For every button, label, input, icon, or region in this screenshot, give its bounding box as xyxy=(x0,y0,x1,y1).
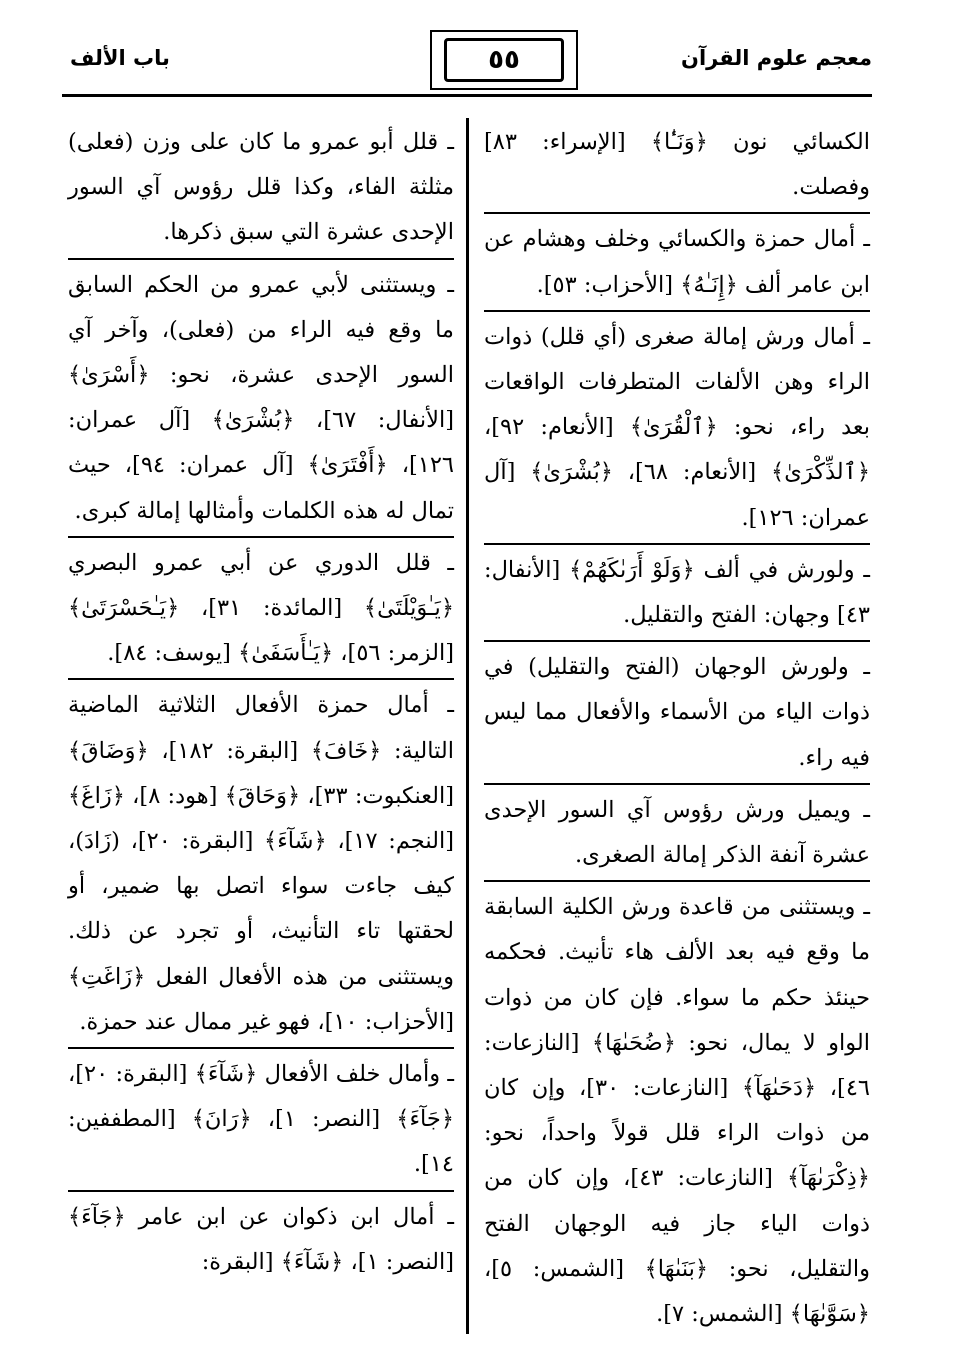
paragraph: ـ قلل الدوري عن أبي عمرو البصري ﴿يَـٰوَيْلَتَىٰ﴾ [المائدة: ٣١]، ﴿يَـٰحَسْرَتَىٰ﴾ [الزمر: ٥٦]، ﴿يَـٰأَسَفَىٰ﴾ [يوسف: ٨٤]. xyxy=(68,549,454,667)
paragraph: ـ أمال ورش إمالة صغرى (أي قلل) ذوات الراء وهن الألفات المتطرفات الواقعات بعد راء، نحو: ﴿ٱلْقُرَىٰ﴾ [الأنعام: ٩٢]، ﴿ٱلذِّكْرَىٰ﴾ [الأنعام: ٦٨]، ﴿بُشْرَىٰ﴾ [آل عمران: ١٢٦]. xyxy=(484,323,871,531)
right-column xyxy=(484,120,870,1338)
paragraph: ـ ويستثنى من قاعدة ورش الكلية السابقة ما وقع فيه بعد الألف هاء تأنيث. فحكمه حينئذ حكم ما سواء. فإن كان من ذوات الواو لا يمال، نحو: ﴿ضُحَىٰهَا﴾ [النازعات: ٤٦]، ﴿دَحَىٰهَآ﴾ [النازعات: ٣٠]، وإن كان من ذوات الراء قلل قولاً واحداً، نحو: ﴿ذِكْرَىٰهَآ﴾ [النازعات: ٤٣]، وإن كان من ذوات الياء جاز فيه الوجهان الفتح والتقليل، نحو: ﴿بَنَىٰهَا﴾ [الشمس: ٥]، ﴿سَوَّىٰهَا﴾ [الشمس: ٧]. xyxy=(484,894,871,1328)
paragraph-divider xyxy=(68,1047,454,1049)
paragraph: ـ ولورش في ألف ﴿وَلَوْ أَرَىٰكَهُمْ﴾ [الأنفال: ٤٣] وجهان: الفتح والتقليل. xyxy=(484,556,870,629)
paragraph: ـ قلل أبو عمرو ما كان على وزن (فعلى) مثلثة الفاء، وكذا قلل رؤوس آي السور الإحدى عشرة التي سبق ذكرها. xyxy=(68,129,454,246)
column-divider xyxy=(466,118,469,1334)
paragraph-divider xyxy=(484,310,870,312)
page-number-frame xyxy=(430,30,578,90)
paragraph-divider xyxy=(68,258,454,260)
paragraph: ـ وأمال خلف الأفعال ﴿شَآءَ﴾ [البقرة: ٢٠]، ﴿جَآءَ﴾ [النصر: ١]، ﴿رَانَ﴾ [المطففين: ١٤]. xyxy=(68,1061,455,1178)
page-header xyxy=(62,28,872,94)
book-title: معجم علوم القرآن xyxy=(681,46,872,70)
paragraph: ـ ويستثنى لأبي عمرو من الحكم السابق ما وقع فيه الراء من (فعلى)، وآخر آي السور الإحدى عشرة، نحو: ﴿أَسْرَىٰ﴾ [الأنفال: ٦٧]، ﴿بُشْرَىٰ﴾ [آل عمران: ١٢٦]، ﴿أَفْتَرَىٰ﴾ [آل عمران: ٩٤]، حيث تمال له هذه الكلمات وأمثالها إمالة كبرى. xyxy=(68,271,455,524)
paragraph-divider xyxy=(68,678,454,680)
paragraph: ـ أمال ابن ذكوان عن ابن عامر ﴿جَآءَ﴾ [النصر: ١]، ﴿شَآءَ﴾ [البقرة: xyxy=(68,1203,454,1275)
paragraph: ـ ويميل ورش رؤوس آي السور الإحدى عشرة آنفة الذكر إمالة الصغرى. xyxy=(484,796,870,869)
paragraph-divider xyxy=(484,880,870,882)
paragraph-divider xyxy=(484,640,870,642)
paragraph-divider xyxy=(484,543,870,545)
paragraph: الكسائي نون ﴿وَنَـٰٔا﴾ [الإسراء: ٨٣] وفصلت. xyxy=(484,129,870,201)
paragraph-divider xyxy=(68,536,454,538)
section-title: باب الألف xyxy=(70,46,170,70)
header-rule xyxy=(62,94,872,97)
paragraph-divider xyxy=(68,1190,454,1192)
paragraph: ـ ولورش الوجهان (الفتح والتقليل) في ذوات الياء من الأسماء والأفعال مما ليس فيه راء. xyxy=(484,654,870,771)
paragraph-divider xyxy=(484,783,870,785)
left-column xyxy=(68,120,454,1286)
paragraph: ـ أمال حمزة والكسائي وخلف وهشام عن ابن عامر ألف ﴿إِنَـٰهُ﴾ [الأحزاب: ٥٣]. xyxy=(484,226,870,298)
paragraph-divider xyxy=(484,212,870,214)
paragraph: ـ أمال حمزة الأفعال الثلاثية الماضية التالية: ﴿خَافَ﴾ [البقرة: ١٨٢]، ﴿وَضَاقَ﴾ [العنكبوت: ٣٣]، ﴿وَحَاقَ﴾ [هود: ٨]، ﴿زَاغَ﴾ [النجم: ١٧]، ﴿شَآءَ﴾ [البقرة: ٢٠]، (زَادَ)، كيف جاءت سواء اتصل بها ضمير، أو لحقتها تاء التأنيث، أو تجرد عن ذلك. ويستثنى من هذه الأفعال الفعل ﴿زَاغَتِ﴾ [الأحزاب: ١٠]، فهو غير ممال عند حمزة. xyxy=(68,692,455,1035)
page-number: ٥٥ xyxy=(444,38,564,82)
